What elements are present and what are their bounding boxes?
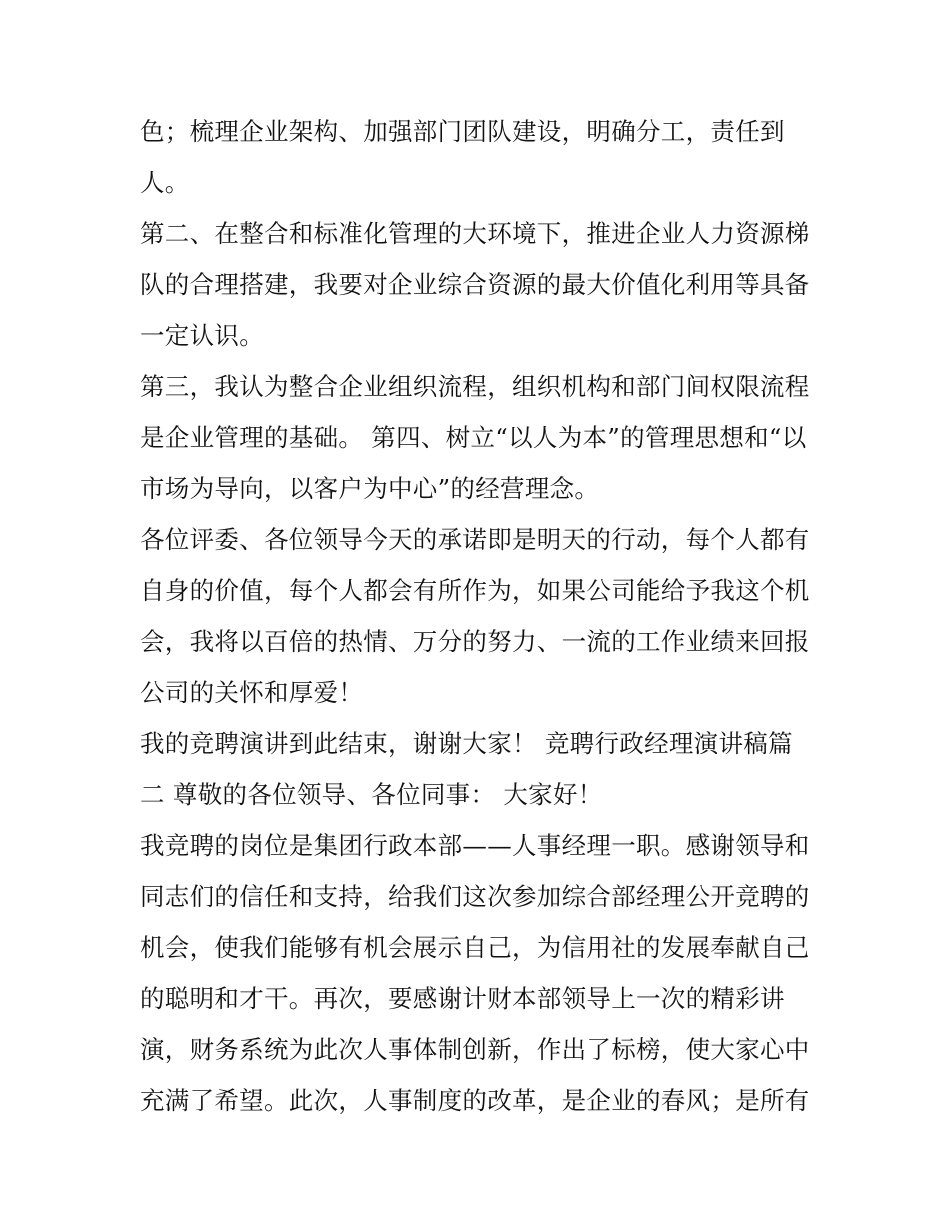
text-line: 自身的价值，每个人都会有所作为，如果公司能给予我这个机 [140, 576, 810, 605]
text-line: 第三，我认为整合企业组织流程，组织机构和部门间权限流程 [140, 372, 810, 401]
text-line: 是企业管理的基础。 第四、树立“以人为本”的管理思想和“以 [140, 423, 807, 452]
text-line: 我竞聘的岗位是集团行政本部——人事经理一职。感谢领导和 [140, 831, 810, 860]
text-line: 二 尊敬的各位领导、各位同事： 大家好！ [140, 780, 603, 809]
text-line: 充满了希望。此次，人事制度的改革，是企业的春风；是所有 [140, 1086, 810, 1115]
text-line: 色；梳理企业架构、加强部门团队建设，明确分工，责任到 [140, 117, 785, 146]
text-line: 一定认识。 [140, 321, 264, 350]
text-line: 演，财务系统为此次人事体制创新，作出了标榜，使大家心中 [140, 1035, 810, 1064]
text-line: 第二、在整合和标准化管理的大环境下，推进企业人力资源梯 [140, 219, 810, 248]
text-line: 市场为导向，以客户为中心”的经营理念。 [140, 474, 600, 503]
text-line: 各位评委、各位领导今天的承诺即是明天的行动，每个人都有 [140, 525, 810, 554]
text-line: 人。 [140, 168, 190, 197]
text-line: 队的合理搭建，我要对企业综合资源的最大价值化利用等具备 [140, 270, 810, 299]
text-line: 会，我将以百倍的热情、万分的努力、一流的工作业绩来回报 [140, 627, 810, 656]
text-line: 同志们的信任和支持，给我们这次参加综合部经理公开竞聘的 [140, 882, 810, 911]
text-line: 的聪明和才干。再次，要感谢计财本部领导上一次的精彩讲 [140, 984, 785, 1013]
text-line: 公司的关怀和厚爱！ [140, 678, 364, 707]
text-line: 机会，使我们能够有机会展示自己，为信用社的发展奉献自己 [140, 933, 810, 962]
text-line: 我的竞聘演讲到此结束，谢谢大家！ 竞聘行政经理演讲稿篇 [140, 729, 793, 758]
document-body [140, 106, 830, 1126]
